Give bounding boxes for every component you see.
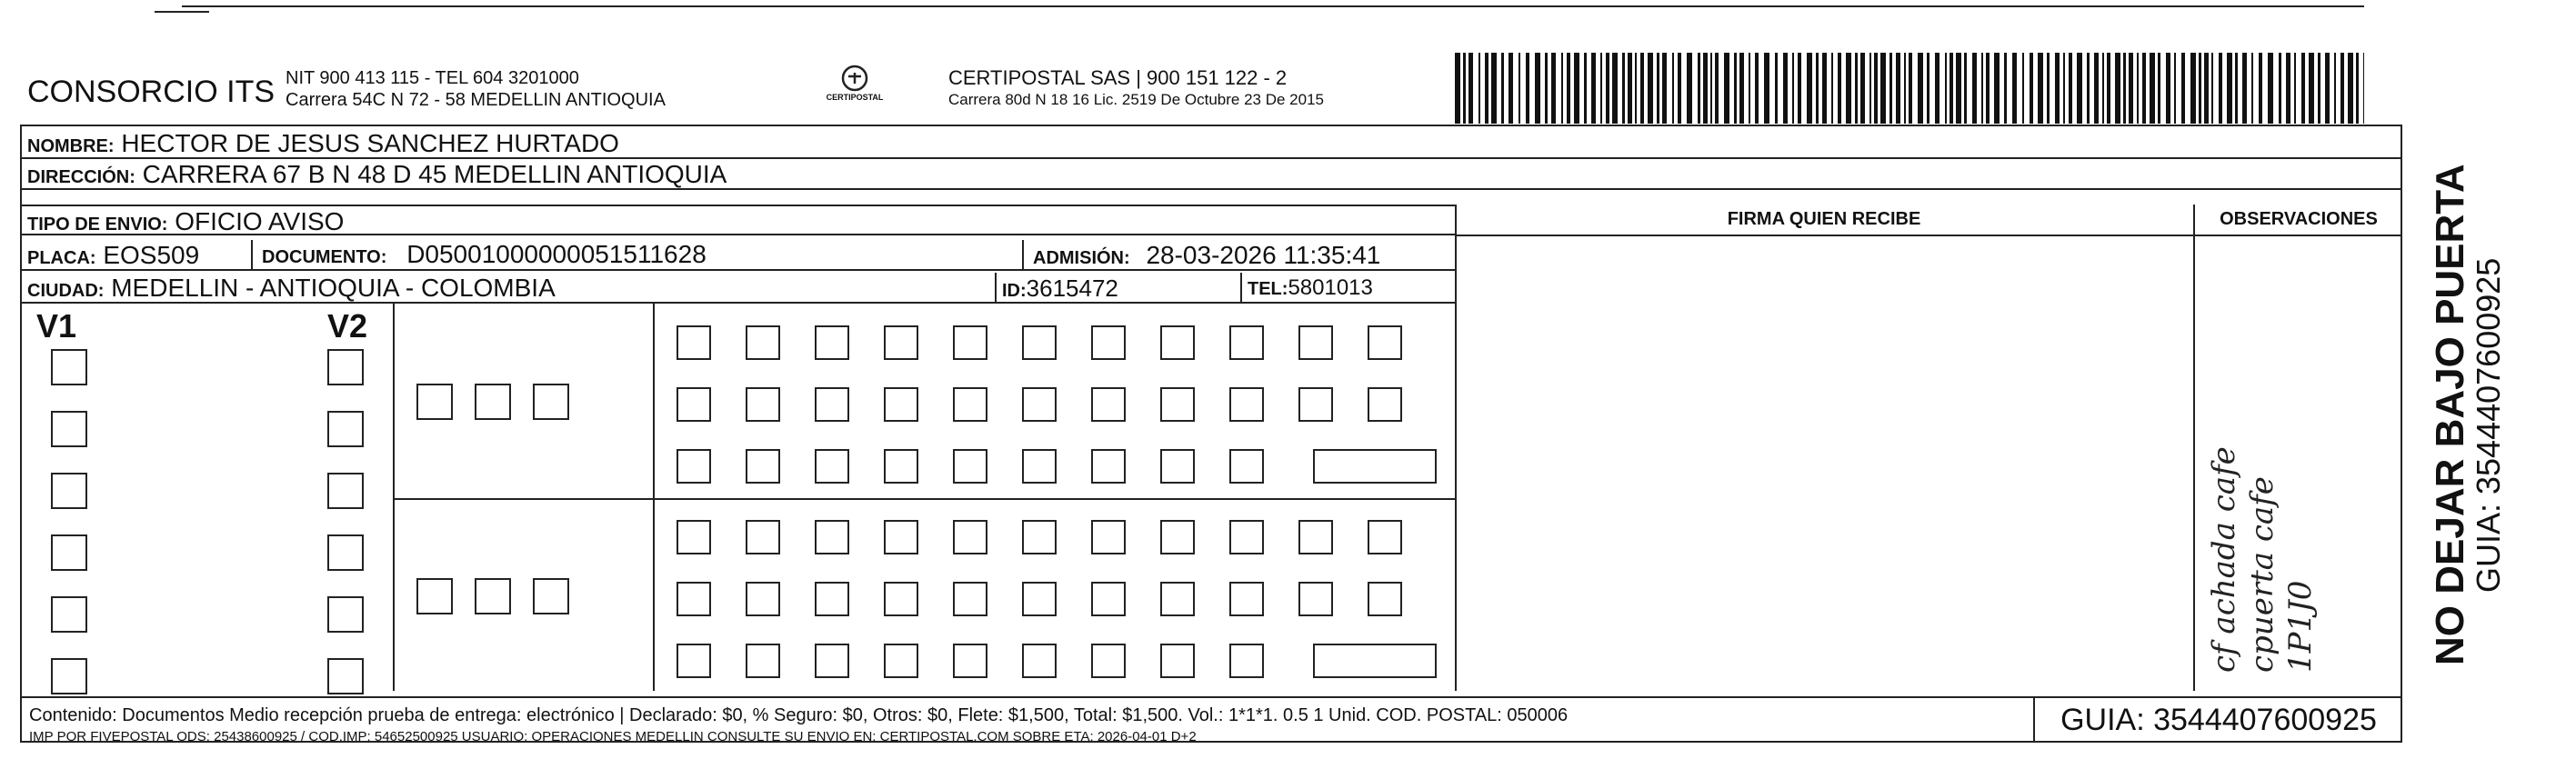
footer-imp: IMP POR FIVEPOSTAL ODS: 25438600925 / COD.IMP: 54652500925 USUARIO: OPERACIONES MEDELLIN CONSULTE SU ENVIO EN: CERTIPOSTAL.COM SOBRE ETA: 2026-04-01 D+2: [29, 729, 1197, 744]
day-box[interactable]: [746, 387, 780, 422]
day-box[interactable]: [677, 520, 711, 554]
tel-label: TEL:: [1248, 279, 1288, 299]
footer-guia-divider: [2033, 696, 2035, 742]
day-box[interactable]: [815, 582, 849, 616]
nombre-row: [20, 128, 2402, 159]
admision-label: ADMISIÓN:: [1033, 248, 1130, 268]
day-box[interactable]: [953, 449, 987, 484]
nit-line: NIT 900 413 115 - TEL 604 3201000: [286, 68, 579, 88]
license-line: Carrera 80d N 18 16 Lic. 2519 De Octubre 23 De 2015: [948, 91, 1324, 108]
top-rule: [182, 5, 2364, 7]
footer-guia: GUIA: 3544407600925: [2060, 703, 2377, 737]
day-box[interactable]: [953, 325, 987, 360]
barcode: [1455, 53, 2364, 124]
day-box[interactable]: [1160, 449, 1195, 484]
admision-value: 28-03-2026 11:35:41: [1146, 241, 1381, 269]
day-box[interactable]: [1298, 520, 1333, 554]
nombre-label: NOMBRE:: [27, 136, 115, 156]
day-box[interactable]: [953, 520, 987, 554]
day-box[interactable]: [953, 644, 987, 678]
day-box[interactable]: [677, 387, 711, 422]
day-box[interactable]: [1022, 520, 1057, 554]
month-checkbox[interactable]: [533, 384, 569, 420]
status-v1-checkbox[interactable]: [51, 349, 87, 385]
day-box[interactable]: [884, 644, 918, 678]
day-box[interactable]: [884, 387, 918, 422]
day-box[interactable]: [1229, 644, 1264, 678]
day-box[interactable]: [1022, 325, 1057, 360]
tipo-row: [20, 205, 1457, 235]
company-info: [286, 67, 666, 111]
day-box[interactable]: [1091, 449, 1126, 484]
day-box[interactable]: [1229, 325, 1264, 360]
day-box[interactable]: [1229, 520, 1264, 554]
tipo-label: TIPO DE ENVIO:: [27, 215, 168, 235]
day-box[interactable]: [815, 520, 849, 554]
day-box[interactable]: [1298, 582, 1333, 616]
ciudad-value: MEDELLIN - ANTIOQUIA - COLOMBIA: [111, 274, 556, 302]
day-box[interactable]: [1160, 520, 1195, 554]
day-box[interactable]: [1091, 387, 1126, 422]
day-box[interactable]: [1160, 325, 1195, 360]
documento-label: DOCUMENTO:: [262, 247, 387, 267]
documento-cell: [251, 240, 707, 269]
day-box[interactable]: [677, 449, 711, 484]
status-v2-checkbox[interactable]: [327, 473, 364, 509]
company-name: CONSORCIO ITS: [27, 75, 276, 109]
observation-line: 1P1J0: [2282, 580, 2319, 673]
day-box[interactable]: [677, 325, 711, 360]
day-box[interactable]: [746, 520, 780, 554]
v2-header: V2: [327, 307, 368, 345]
observation-line: cpuerta cafe: [2244, 476, 2280, 673]
no-dejar-warning: NO DEJAR BAJO PUERTA: [2428, 164, 2472, 665]
status-divider: [393, 304, 395, 691]
documento-value: D05001000000051511628: [406, 240, 707, 268]
placa-value: EOS509: [103, 241, 200, 269]
day-box[interactable]: [884, 325, 918, 360]
month-checkbox[interactable]: [475, 384, 511, 420]
top-dash: [155, 11, 209, 13]
ciudad-label: CIUDAD:: [27, 281, 105, 301]
logo-text: CERTIPOSTAL: [826, 93, 884, 102]
visit-title-divider: [653, 304, 655, 691]
day-box[interactable]: [953, 582, 987, 616]
certipostal-info: [948, 67, 1324, 111]
month-checkbox[interactable]: [416, 384, 453, 420]
cert-line: CERTIPOSTAL SAS | 900 151 122 - 2: [948, 66, 1288, 89]
status-v1-checkbox[interactable]: [51, 473, 87, 509]
day-box[interactable]: [746, 644, 780, 678]
day-box[interactable]: [1160, 387, 1195, 422]
status-v2-checkbox[interactable]: [327, 534, 364, 571]
day-box[interactable]: [1022, 582, 1057, 616]
day-box[interactable]: [1229, 582, 1264, 616]
day-box[interactable]: [1091, 325, 1126, 360]
day-box[interactable]: [1160, 644, 1195, 678]
footer-content: Contenido: Documentos Medio recepción prueba de entrega: electrónico | Declarado: $0, % Seguro: $0, Otros: $0, Flete: $1,500, Total: $1,500. Vol.: 1*1*1. 0.5 1 Unid. COD. POSTAL: 050006: [29, 705, 1569, 725]
month-checkbox[interactable]: [533, 578, 569, 614]
day-box[interactable]: [1298, 387, 1333, 422]
obs-left-border: [2193, 205, 2195, 691]
visit-divider: [393, 498, 1455, 500]
status-v1-checkbox[interactable]: [51, 658, 87, 694]
day-box[interactable]: [815, 325, 849, 360]
day-box[interactable]: [953, 387, 987, 422]
status-v1-checkbox[interactable]: [51, 534, 87, 571]
signature-area[interactable]: [1455, 235, 2193, 691]
day-box[interactable]: [1229, 449, 1264, 484]
nombre-value: HECTOR DE JESUS SANCHEZ HURTADO: [121, 129, 619, 157]
day-box[interactable]: [1368, 582, 1402, 616]
id-label: ID:: [1002, 281, 1027, 301]
day-box[interactable]: [1022, 449, 1057, 484]
tipo-value: OFICIO AVISO: [175, 207, 345, 235]
status-v2-checkbox[interactable]: [327, 411, 364, 447]
day-box[interactable]: [815, 644, 849, 678]
id-cell: [995, 273, 1240, 302]
day-box[interactable]: [746, 582, 780, 616]
placa-label: PLACA:: [27, 248, 96, 268]
direccion-row: [20, 159, 2402, 190]
status-v1-checkbox[interactable]: [51, 411, 87, 447]
observation-line: cf achada cafe: [2206, 446, 2242, 673]
day-box[interactable]: [1229, 387, 1264, 422]
day-box[interactable]: [1022, 387, 1057, 422]
day-box[interactable]: [1160, 582, 1195, 616]
address-line: Carrera 54C N 72 - 58 MEDELLIN ANTIOQUIA: [286, 90, 666, 110]
certipostal-logo: [814, 64, 896, 111]
day-box[interactable]: [1368, 520, 1402, 554]
time-box[interactable]: [1313, 449, 1437, 484]
day-box[interactable]: [1091, 582, 1126, 616]
status-v2-checkbox[interactable]: [327, 596, 364, 633]
day-box[interactable]: [884, 449, 918, 484]
day-box[interactable]: [1091, 520, 1126, 554]
day-box[interactable]: [677, 582, 711, 616]
day-box[interactable]: [1368, 325, 1402, 360]
admision-cell: [1022, 240, 1455, 269]
status-v1-checkbox[interactable]: [51, 596, 87, 633]
day-box[interactable]: [746, 325, 780, 360]
day-box[interactable]: [1298, 325, 1333, 360]
tel-value: 5801013: [1288, 275, 1373, 300]
day-box[interactable]: [884, 582, 918, 616]
month-checkbox[interactable]: [475, 578, 511, 614]
id-value: 3615472: [1026, 275, 1118, 302]
firma-header: FIRMA QUIEN RECIBE: [1727, 209, 1921, 229]
v1-header: V1: [36, 307, 77, 345]
direccion-label: DIRECCIÓN:: [27, 167, 135, 187]
tel-cell: [1240, 273, 1455, 302]
status-v2-checkbox[interactable]: [327, 658, 364, 694]
footer-rule: [20, 696, 2402, 698]
day-box[interactable]: [815, 387, 849, 422]
observaciones-header: OBSERVACIONES: [2220, 209, 2378, 229]
month-checkbox[interactable]: [416, 578, 453, 614]
day-box[interactable]: [884, 520, 918, 554]
status-v2-checkbox[interactable]: [327, 349, 364, 385]
day-box[interactable]: [1368, 387, 1402, 422]
time-box[interactable]: [1313, 644, 1437, 678]
direccion-value: CARRERA 67 B N 48 D 45 MEDELLIN ANTIOQUIA: [142, 160, 727, 188]
day-box[interactable]: [1091, 644, 1126, 678]
day-box[interactable]: [677, 644, 711, 678]
day-box[interactable]: [1022, 644, 1057, 678]
day-box[interactable]: [746, 449, 780, 484]
day-box[interactable]: [815, 449, 849, 484]
side-guia: GUIA: 3544407600925: [2470, 257, 2507, 593]
